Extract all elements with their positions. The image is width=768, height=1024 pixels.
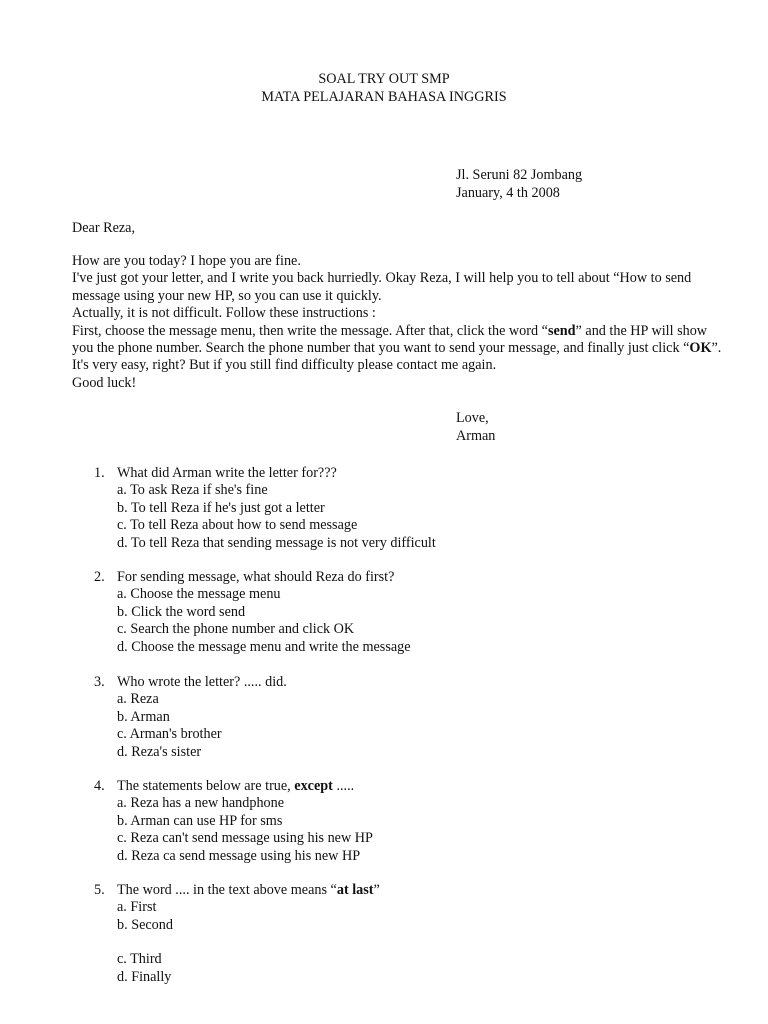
answer-option: a. Reza has a new handphone: [117, 795, 285, 812]
answer-option: c. Search the phone number and click OK: [117, 621, 355, 638]
letter-address: Jl. Seruni 82 Jombang: [456, 167, 583, 183]
question-stem: [94, 674, 287, 691]
letter-paragraph: It's very easy, right? But if you still find difficulty please contact me again.: [72, 357, 497, 374]
document-title: SOAL TRY OUT SMP: [318, 71, 450, 87]
question-number: 4.: [94, 778, 105, 794]
question-1: [94, 465, 436, 552]
question-number: 5.: [94, 882, 105, 898]
answer-option: b. Arman can use HP for sms: [117, 812, 283, 829]
question-text: For sending message, what should Reza do first?: [117, 569, 395, 585]
bold-word-send: send: [547, 322, 576, 339]
question-text: ”: [373, 882, 380, 898]
letter-paragraph: How are you today? I hope you are fine.: [72, 253, 301, 269]
question-4: [94, 778, 373, 865]
bold-phrase-at-last: at last: [336, 882, 374, 898]
question-stem: [94, 778, 373, 795]
question-text: Who wrote the letter? ..... did.: [117, 674, 287, 690]
letter-signature: Arman: [456, 428, 496, 444]
answer-option: d. Finally: [117, 968, 172, 985]
answer-option: b. Arman: [117, 708, 170, 725]
letter-body: [72, 253, 722, 392]
question-5: [94, 882, 380, 986]
answer-option: d. Reza's sister: [117, 743, 202, 760]
answer-option: c. Reza can't send message using his new HP: [117, 830, 373, 847]
question-stem: [94, 882, 380, 899]
question-text: What did Arman write the letter for???: [117, 465, 337, 481]
answer-option: a. First: [117, 899, 157, 916]
bold-word-ok: OK: [689, 340, 712, 357]
answer-option: b. Second: [117, 916, 173, 933]
answer-option: d. Choose the message menu and write the message: [117, 638, 411, 655]
answer-option: b. Click the word send: [117, 603, 246, 620]
letter-paragraph: [72, 323, 722, 358]
letter-paragraph: Good luck!: [72, 374, 137, 391]
letter-paragraph: I've just got your letter, and I write you back hurriedly. Okay Reza, I will help you to tell about “How to send message using your new HP, so you can use it quickly.: [72, 270, 692, 304]
question-number: 1.: [94, 465, 105, 481]
answer-option: c. Arman's brother: [117, 726, 222, 743]
question-number: 3.: [94, 674, 105, 690]
question-stem: [94, 465, 436, 482]
question-2: [94, 569, 411, 656]
letter-salutation: Dear Reza,: [72, 220, 136, 236]
answer-option: b. To tell Reza if he's just got a letter: [117, 499, 325, 516]
question-number: 2.: [94, 569, 105, 585]
question-3: [94, 674, 287, 761]
answer-option: a. Choose the message menu: [117, 586, 281, 603]
text-run: First, choose the message menu, then write the message. After that, click the word “: [72, 322, 548, 339]
letter-closing: Love,: [456, 410, 489, 426]
document-subtitle: MATA PELAJARAN BAHASA INGGRIS: [261, 89, 507, 105]
bold-word-except: except: [294, 778, 333, 794]
answer-option: a. To ask Reza if she's fine: [117, 482, 268, 499]
question-stem: [94, 569, 411, 586]
question-text: .....: [332, 778, 355, 794]
answer-option: d. Reza ca send message using his new HP: [117, 847, 361, 864]
question-text: The word .... in the text above means “: [117, 882, 337, 898]
letter-paragraph: Actually, it is not difficult. Follow these instructions :: [72, 305, 376, 322]
letter-date: January, 4 th 2008: [456, 185, 560, 201]
answer-option: a. Reza: [117, 691, 159, 708]
text-run: ” and the HP will show you the phone number. Search the phone number that you want to send your message, and finally just click “: [72, 322, 708, 357]
question-text: The statements below are true,: [117, 778, 295, 794]
answer-option: d. To tell Reza that sending message is not very difficult: [117, 534, 436, 551]
answer-option: c. To tell Reza about how to send message: [117, 517, 358, 534]
text-run: ”.: [711, 340, 722, 357]
spacer: [94, 934, 380, 951]
answer-option: c. Third: [117, 951, 162, 968]
